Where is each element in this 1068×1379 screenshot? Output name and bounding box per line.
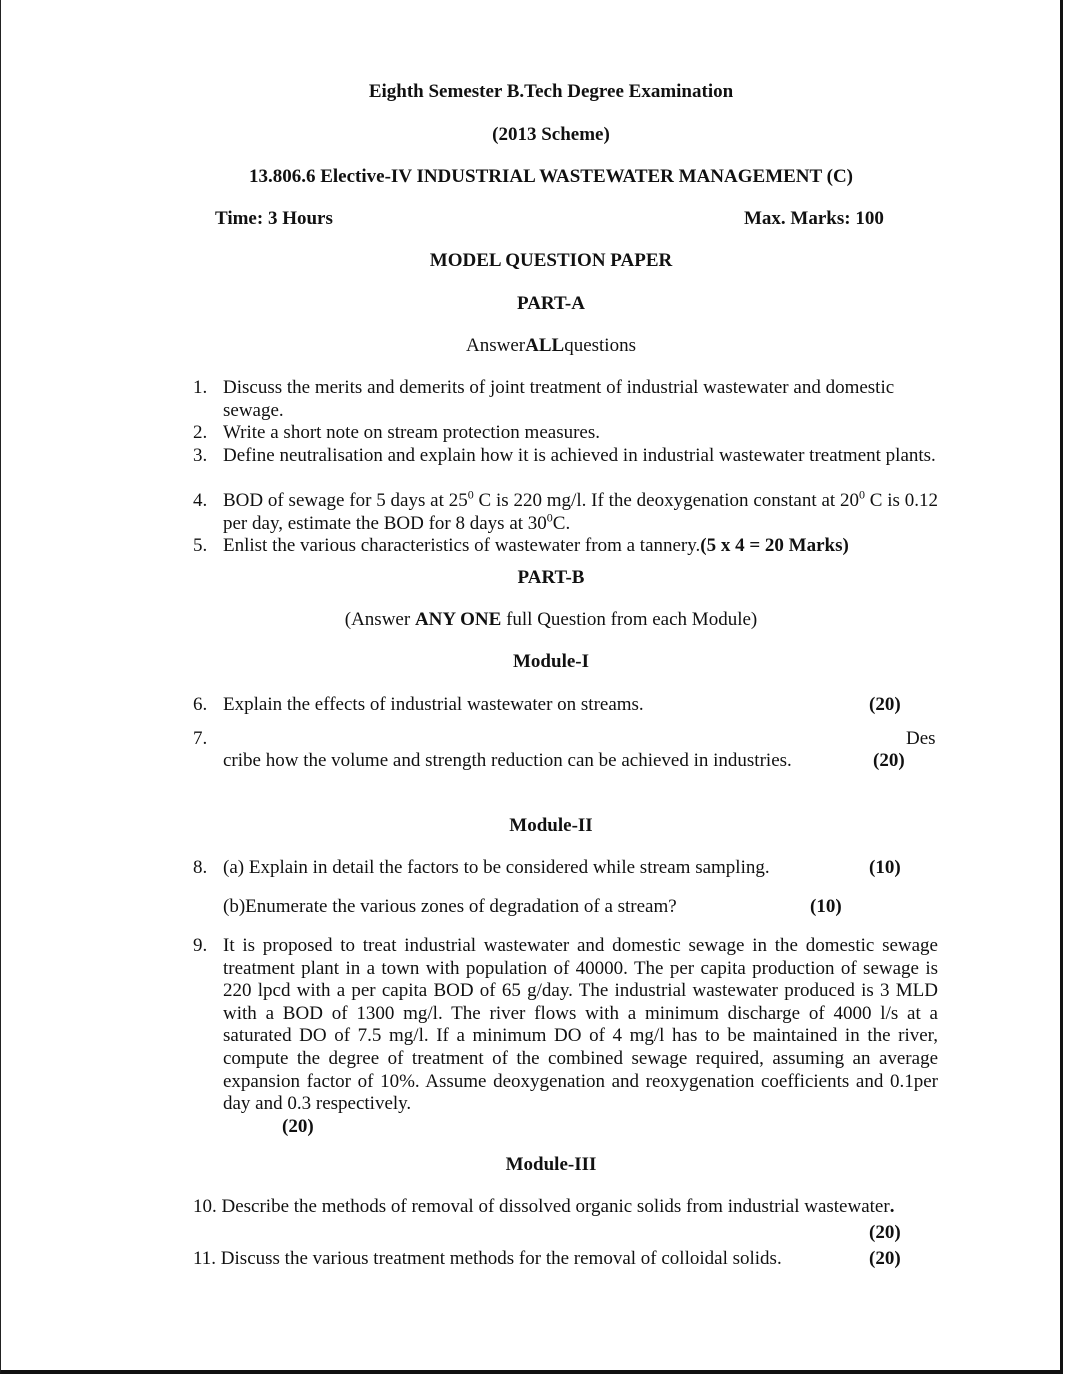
question-8b: (b)Enumerate the various zones of degradation of a stream?	[223, 896, 677, 917]
module-1-title: Module-I	[513, 651, 589, 672]
question-11	[193, 1248, 782, 1270]
part-a-marks: (5 x 4 = 20 Marks)	[700, 535, 849, 556]
question-number: 8.	[193, 857, 208, 878]
q4-text: C is 220 mg/l. If the deoxygenation constant at 20	[473, 490, 859, 511]
question-2: Write a short note on stream protection measures.	[223, 422, 601, 443]
scheme: (2013 Scheme)	[492, 124, 610, 145]
degree-sup: 0	[858, 487, 865, 502]
q4-text: BOD of sewage for 5 days at 25	[223, 490, 468, 511]
part-a-title: PART-A	[517, 293, 585, 314]
question-number: 3.	[193, 445, 208, 466]
question-6: Explain the effects of industrial wastewater on streams.	[223, 694, 644, 715]
degree-sup: 0	[467, 487, 474, 502]
question-9: It is proposed to treat industrial wastewater and domestic sewage in the domestic sewage treatment plant in a town with population of 40000. The per capita production of sewage is 220 lpcd with a per capita BOD of 65 g/day. The industrial wastewater produced is 3 MLD with a BOD of 1300 mg/l. The river flows with a minimum discharge of 4000 l/s at a saturated DO of 7.5 mg/l. If a minimum DO of 4 mg/l has to be maintained in the river, compute the degree of treatment of the combined sewage required, assuming an average expansion factor of 10%. Assume deoxygenation and reoxygenation coefficients and 0.1per day and 0.3 respectively.	[223, 935, 938, 1115]
degree-sup: 0	[546, 510, 553, 525]
part-b-instruction	[1, 609, 1068, 631]
module-2-title: Module-II	[509, 815, 593, 836]
time-label: Time: 3 Hours	[215, 208, 333, 229]
question-7-fragment: Des	[906, 728, 936, 749]
exam-title: Eighth Semester B.Tech Degree Examination	[368, 81, 734, 102]
question-3: Define neutralisation and explain how it is achieved in industrial wastewater treatment plants.	[223, 445, 936, 466]
instr-text: (Answer	[344, 609, 415, 630]
marks: (20)	[869, 694, 901, 715]
q4-text: C.	[552, 512, 571, 534]
question-number: 9.	[193, 935, 208, 956]
q10-dot: .	[889, 1196, 895, 1217]
module-3-title: Module-III	[505, 1154, 597, 1175]
question-number: 2.	[193, 422, 208, 443]
question-5	[223, 535, 849, 557]
marks: (10)	[810, 896, 842, 917]
part-b-title: PART-B	[517, 567, 585, 588]
question-number: 4.	[193, 490, 208, 511]
question-number: 6.	[193, 694, 208, 715]
q10-text: Describe the methods of removal of dissolved organic solids from industrial wastewater	[221, 1196, 890, 1217]
instr-text: questions	[564, 335, 636, 356]
instr-text: Answer	[466, 335, 526, 356]
q5-text: Enlist the various characteristics of wastewater from a tannery.	[223, 535, 701, 556]
course-title: 13.806.6 Elective-IV INDUSTRIAL WASTEWATER MANAGEMENT (C)	[248, 166, 853, 187]
paper-type: MODEL QUESTION PAPER	[429, 250, 673, 271]
instr-text: full Question from each Module)	[501, 609, 758, 630]
question-10	[193, 1196, 894, 1218]
question-1: Discuss the merits and demerits of joint treatment of industrial wastewater and domestic sewage.	[223, 377, 895, 421]
marks: (20)	[869, 1248, 901, 1269]
question-8a: (a) Explain in detail the factors to be considered while stream sampling.	[223, 857, 770, 878]
question-number: 5.	[193, 535, 208, 556]
instr-bold: ALL	[525, 335, 565, 356]
marks: (20)	[282, 1116, 314, 1137]
question-number: 1.	[193, 377, 208, 398]
max-marks-label: Max. Marks: 100	[744, 208, 884, 229]
question-number: 7.	[193, 728, 208, 749]
question-4	[223, 487, 938, 535]
marks: (10)	[869, 857, 901, 878]
question-7: cribe how the volume and strength reduction can be achieved in industries.	[223, 750, 792, 771]
marks: (20)	[873, 750, 905, 771]
q4-text: C is 0.12 per day, estimate the BOD for 8 days at 30	[223, 490, 938, 534]
instr-bold: ANY ONE	[414, 609, 502, 630]
question-number: 11.	[193, 1248, 217, 1269]
marks: (20)	[869, 1222, 901, 1243]
question-number: 10.	[193, 1196, 217, 1217]
part-a-instruction	[1, 335, 1068, 357]
q11-text: Discuss the various treatment methods for the removal of colloidal solids.	[220, 1248, 782, 1269]
